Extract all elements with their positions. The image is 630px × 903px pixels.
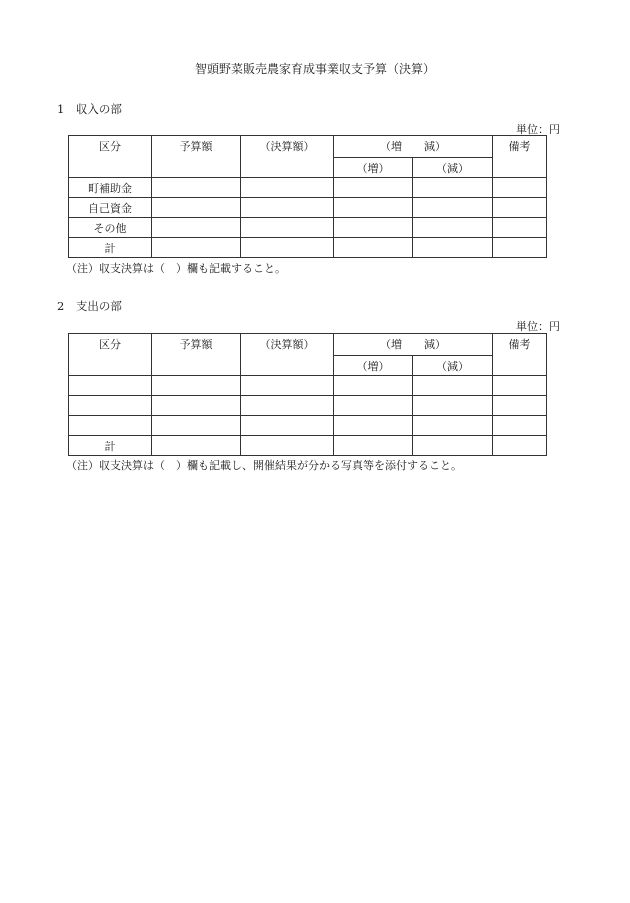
row-category: 自己資金 [69,198,152,218]
increase-cell[interactable] [334,198,413,218]
budget-cell[interactable] [152,198,241,218]
remarks-cell[interactable] [493,198,547,218]
settlement-cell[interactable] [241,218,334,238]
row-category[interactable] [69,416,152,436]
header-decrease: （減） [413,356,493,376]
increase-cell[interactable] [334,416,413,436]
remarks-cell[interactable] [493,416,547,436]
header-settlement: （決算額） [241,136,334,178]
settlement-cell[interactable] [241,396,334,416]
budget-cell[interactable] [152,376,241,396]
decrease-cell[interactable] [413,376,493,396]
row-category: その他 [69,218,152,238]
header-increase: （増） [334,158,413,178]
decrease-cell[interactable] [413,416,493,436]
decrease-cell[interactable] [413,396,493,416]
header-remarks: 備考 [493,136,547,178]
table-row-total [69,436,547,456]
header-settlement: （決算額） [241,334,334,376]
expense-section-heading: 2 支出の部 [57,299,122,313]
increase-cell[interactable] [334,178,413,198]
document-title: 智頭野菜販売農家育成事業収支予算（決算） [194,62,435,76]
remarks-cell[interactable] [493,396,547,416]
increase-cell[interactable] [334,238,413,258]
budget-cell[interactable] [152,238,241,258]
decrease-cell[interactable] [413,436,493,456]
budget-cell[interactable] [152,396,241,416]
decrease-cell[interactable] [413,178,493,198]
table-row-total [69,238,547,258]
income-unit-label: 単位：円 [516,123,560,136]
table-row [69,396,547,416]
expense-table [68,333,547,456]
table-row [69,376,547,396]
header-budget: 予算額 [152,136,241,178]
increase-cell[interactable] [334,436,413,456]
row-category: 計 [69,436,152,456]
increase-cell[interactable] [334,396,413,416]
expense-note: （注）収支決算は（ ）欄も記載し、開催結果が分かる写真等を添付すること。 [66,459,462,472]
header-increase: （増） [334,356,413,376]
budget-cell[interactable] [152,436,241,456]
row-category: 計 [69,238,152,258]
decrease-cell[interactable] [413,218,493,238]
remarks-cell[interactable] [493,238,547,258]
header-decrease: （減） [413,158,493,178]
budget-cell[interactable] [152,178,241,198]
header-category: 区分 [69,334,152,376]
settlement-cell[interactable] [241,436,334,456]
header-change: （増 減） [334,334,493,356]
row-category[interactable] [69,396,152,416]
table-row [69,218,547,238]
remarks-cell[interactable] [493,376,547,396]
expense-unit-label: 単位：円 [516,320,560,333]
remarks-cell[interactable] [493,436,547,456]
remarks-cell[interactable] [493,218,547,238]
header-budget: 予算額 [152,334,241,376]
row-category[interactable] [69,376,152,396]
row-category: 町補助金 [69,178,152,198]
remarks-cell[interactable] [493,178,547,198]
table-row [69,416,547,436]
settlement-cell[interactable] [241,198,334,218]
income-note: （注）収支決算は（ ）欄も記載すること。 [66,262,286,275]
header-category: 区分 [69,136,152,178]
table-row [69,198,547,218]
income-section-heading: 1 収入の部 [57,102,122,116]
table-row [69,178,547,198]
budget-cell[interactable] [152,218,241,238]
header-remarks: 備考 [493,334,547,376]
increase-cell[interactable] [334,218,413,238]
income-table [68,135,547,258]
settlement-cell[interactable] [241,178,334,198]
decrease-cell[interactable] [413,198,493,218]
increase-cell[interactable] [334,376,413,396]
settlement-cell[interactable] [241,238,334,258]
budget-cell[interactable] [152,416,241,436]
header-change: （増 減） [334,136,493,158]
settlement-cell[interactable] [241,376,334,396]
settlement-cell[interactable] [241,416,334,436]
decrease-cell[interactable] [413,238,493,258]
